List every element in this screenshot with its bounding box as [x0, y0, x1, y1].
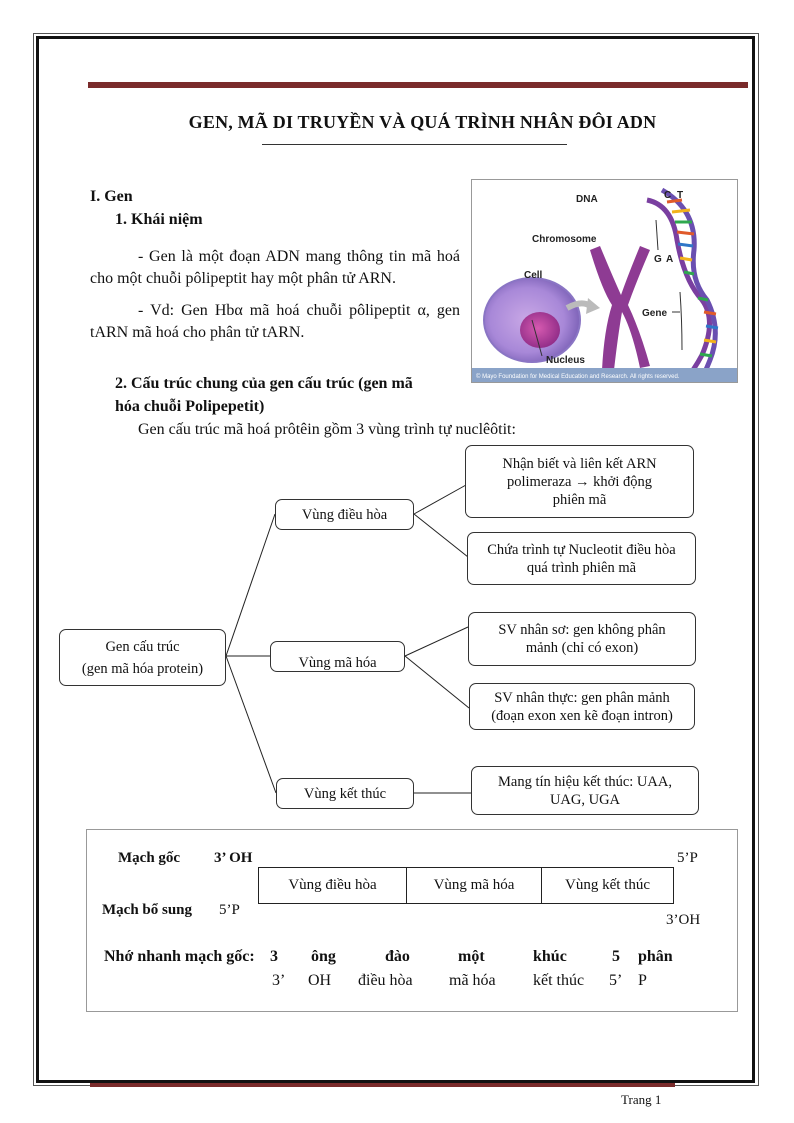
mnemonic-key: P — [638, 972, 647, 989]
mnemonic-word: khúc — [533, 948, 567, 965]
mach-goc-right-end: 5’P — [677, 850, 698, 866]
mnemonic-word: 5 — [612, 948, 620, 965]
mnemonic-key: mã hóa — [449, 972, 496, 989]
mnemonic-key: điều hòa — [358, 972, 413, 989]
detail-node-prokaryote: SV nhân sơ: gen không phân mảnh (chỉ có exon) — [468, 612, 696, 666]
figure-credit: © Mayo Foundation for Medical Education and Research. All rights reserved. — [476, 374, 680, 380]
detail-node-eukaryote: SV nhân thực: gen phân mảnh (đoạn exon xen kẽ đoạn intron) — [469, 683, 695, 730]
root-node-gen-cau-truc — [59, 629, 226, 686]
structure-intro: Gen cấu trúc mã hoá prôtêin gồm 3 vùng trình tự nuclêôtit: — [138, 421, 516, 438]
subheading-cau-truc-cont: hóa chuỗi Polipepetit) — [115, 398, 265, 415]
mnemonic-word: đào — [385, 948, 410, 965]
detail-node-stop-codons: Mang tín hiệu kết thúc: UAA, UAG, UGA — [471, 766, 699, 815]
region-node-ma-hoa: Vùng mã hóa — [270, 641, 405, 672]
c-label: C — [664, 190, 672, 201]
mnemonic-key: OH — [308, 972, 332, 989]
mnemonic-key: kết thúc — [533, 972, 585, 989]
mach-goc-left-end: 3’ OH — [214, 850, 253, 866]
t-label: T — [677, 190, 684, 201]
mnemonic-key: 5’ — [609, 972, 623, 989]
segment-ma-hoa: Vùng mã hóa — [406, 867, 542, 904]
mach-bo-sung-label: Mạch bổ sung — [102, 902, 193, 918]
region-node-dieu-hoa: Vùng điều hòa — [275, 499, 414, 530]
page-number: Trang 1 — [621, 1092, 662, 1107]
mnemonic-word: phân — [638, 948, 673, 965]
mach-goc-label: Mạch gốc — [118, 850, 181, 866]
root-node-subtitle: (gen mã hóa protein) — [81, 660, 204, 677]
mnemonic-key: 3’ — [272, 972, 286, 989]
mnemonic-label: Nhớ nhanh mạch gốc: — [104, 948, 255, 965]
gene-label: Gene — [642, 308, 668, 319]
definition-paragraph: - Gen là một đoạn ADN mang thông tin mã hoá cho một chuỗi pôlipeptit hay một phân tử ARN. — [90, 248, 460, 287]
dna-label: DNA — [576, 194, 598, 205]
mnemonic-word: 3 — [270, 948, 278, 965]
segment-ket-thuc: Vùng kết thúc — [541, 867, 674, 904]
mnemonic-word: một — [458, 948, 485, 965]
example-paragraph: - Vd: Gen Hbα mã hoá chuỗi pôlipeptit α, gen tARN mã hoá cho phân tử tARN. — [90, 302, 460, 341]
segment-dieu-hoa: Vùng điều hòa — [258, 867, 407, 904]
cell-label: Cell — [524, 270, 543, 281]
a-label: A — [666, 254, 674, 265]
detail-node-regulatory: Chứa trình tự Nucleotit điều hòa quá trình phiên mã — [467, 532, 696, 585]
mach-bo-sung-left-end: 5’P — [219, 902, 240, 918]
subheading-khai-niem: 1. Khái niệm — [115, 211, 203, 228]
detail-node-promoter: Nhận biết và liên kết ARN polimeraza → khởi động phiên mã — [465, 445, 694, 518]
chromosome-label: Chromosome — [532, 234, 597, 245]
mnemonic-word: ông — [311, 948, 336, 965]
section-heading-gen: I. Gen — [90, 188, 133, 205]
subheading-cau-truc: 2. Cấu trúc chung của gen cấu trúc (gen mã — [115, 375, 413, 392]
footer-rule — [90, 1083, 675, 1087]
region-node-ket-thuc: Vùng kết thúc — [276, 778, 414, 809]
root-node-title: Gen cấu trúc — [105, 638, 180, 655]
mach-bo-sung-right-end: 3’OH — [666, 912, 701, 928]
g-label: G — [654, 254, 662, 265]
page-title: GEN, MÃ DI TRUYỀN VÀ QUÁ TRÌNH NHÂN ĐÔI ADN — [188, 112, 657, 132]
nucleus-label: Nucleus — [546, 355, 585, 366]
